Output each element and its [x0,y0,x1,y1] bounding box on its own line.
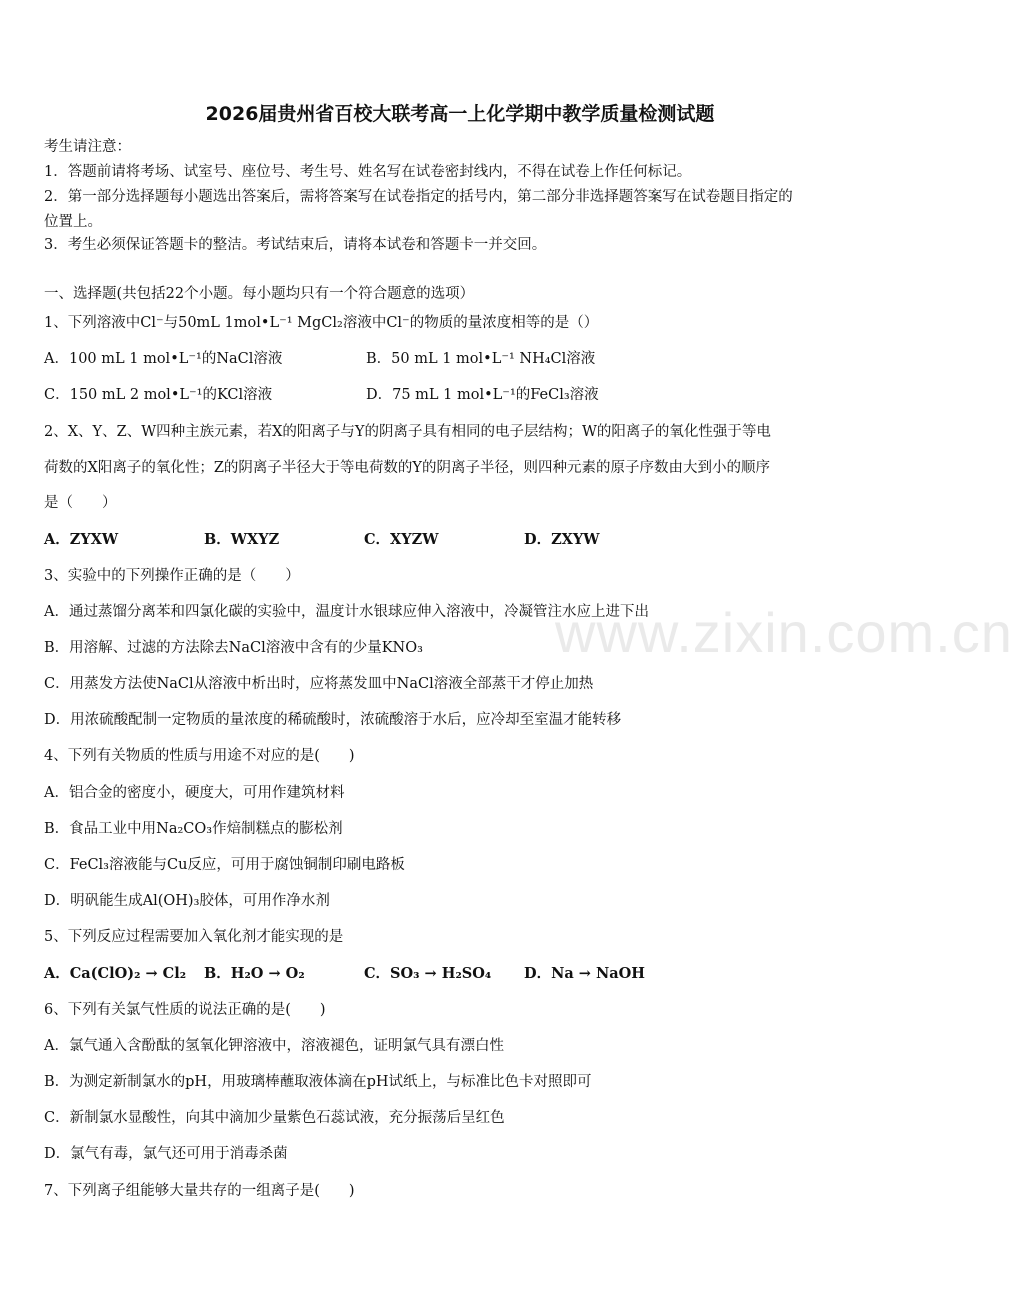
q1-stem: 1、下列溶液中Cl⁻与50mL 1mol•L⁻¹ MgCl₂溶液中Cl⁻的物质的量浓度相等的是（） [44,315,599,331]
q2-stem-line-1: 2、X、Y、Z、W四种主族元素，若X的阳离子与Y的阴离子具有相同的电子层结构；W的阳离子的氧化性强于等电 [44,424,771,440]
q5-option-d: D．Na → NaOH [524,965,645,982]
q4-stem: 4、下列有关物质的性质与用途不对应的是( ) [44,748,355,764]
q5-option-a: A．Ca(ClO)₂ → Cl₂ [44,965,187,982]
q6-stem: 6、下列有关氯气性质的说法正确的是( ) [44,1002,326,1018]
notice-item-1: 1．答题前请将考场、试室号、座位号、考生号、姓名写在试卷密封线内，不得在试卷上作任何标记。 [44,164,692,180]
q1-option-b: B．50 mL 1 mol•L⁻¹ NH₄Cl溶液 [366,351,596,367]
q2-option-d: D．ZXYW [524,531,600,548]
q3-option-c: C．用蒸发方法使NaCl从溶液中析出时，应将蒸发皿中NaCl溶液全部蒸干才停止加热 [44,676,594,692]
q4-option-b: B．食品工业中用Na₂CO₃作焙制糕点的膨松剂 [44,821,343,837]
q4-option-a: A．铝合金的密度小，硬度大，可用作建筑材料 [44,785,345,801]
q2-option-c: C．XYZW [364,531,439,548]
notice-item-2-cont: 位置上。 [44,214,102,230]
q5-option-b: B．H₂O → O₂ [204,965,305,982]
notice-heading: 考生请注意： [44,139,131,155]
q6-option-d: D．氯气有毒，氯气还可用于消毒杀菌 [44,1146,288,1162]
q1-option-d: D．75 mL 1 mol•L⁻¹的FeCl₃溶液 [366,387,599,403]
q6-option-a: A．氯气通入含酚酞的氢氧化钾溶液中，溶液褪色，证明氯气具有漂白性 [44,1038,504,1054]
notice-item-3: 3．考生必须保证答题卡的整洁。考试结束后，请将本试卷和答题卡一并交回。 [44,237,547,253]
q2-option-a: A．ZYXW [44,531,119,548]
q6-option-c: C．新制氯水显酸性，向其中滴加少量紫色石蕊试液，充分振荡后呈红色 [44,1110,505,1126]
watermark: www.zixin.com.cn [555,601,1013,664]
q3-option-b: B．用溶解、过滤的方法除去NaCl溶液中含有的少量KNO₃ [44,640,423,656]
q2-stem-line-3: 是（ ） [44,495,117,511]
q4-option-c: C．FeCl₃溶液能与Cu反应，可用于腐蚀铜制印刷电路板 [44,857,405,873]
q3-option-d: D．用浓硫酸配制一定物质的量浓度的稀硫酸时，浓硫酸溶于水后，应冷却至室温才能转移 [44,712,622,728]
q7-stem: 7、下列离子组能够大量共存的一组离子是( ) [44,1183,355,1199]
q6-option-b: B．为测定新制氯水的pH，用玻璃棒蘸取液体滴在pH试纸上，与标准比色卡对照即可 [44,1074,592,1090]
q2-option-b: B．WXYZ [204,531,280,548]
q1-option-a: A．100 mL 1 mol•L⁻¹的NaCl溶液 [44,351,283,367]
page-title: 2026届贵州省百校大联考高一上化学期中教学质量检测试题 [205,103,715,125]
notice-item-2: 2．第一部分选择题每小题选出答案后，需将答案写在试卷指定的括号内，第二部分非选择题答案写在试卷题目指定的 [44,189,793,205]
section-heading: 一、选择题(共包括22个小题。每小题均只有一个符合题意的选项） [44,286,475,302]
q1-option-c: C．150 mL 2 mol•L⁻¹的KCl溶液 [44,387,273,403]
q5-option-c: C．SO₃ → H₂SO₄ [364,965,492,982]
q3-option-a: A．通过蒸馏分离苯和四氯化碳的实验中，温度计水银球应伸入溶液中，冷凝管注水应上进下出 [44,604,649,620]
q4-option-d: D．明矾能生成Al(OH)₃胶体，可用作净水剂 [44,893,330,909]
q3-stem: 3、实验中的下列操作正确的是（ ） [44,568,300,584]
q2-stem-line-2: 荷数的X阳离子的氧化性；Z的阴离子半径大于等电荷数的Y的阴离子半径，则四种元素的原子序数由大到小的顺序 [44,460,770,476]
q5-stem: 5、下列反应过程需要加入氧化剂才能实现的是 [44,929,344,945]
